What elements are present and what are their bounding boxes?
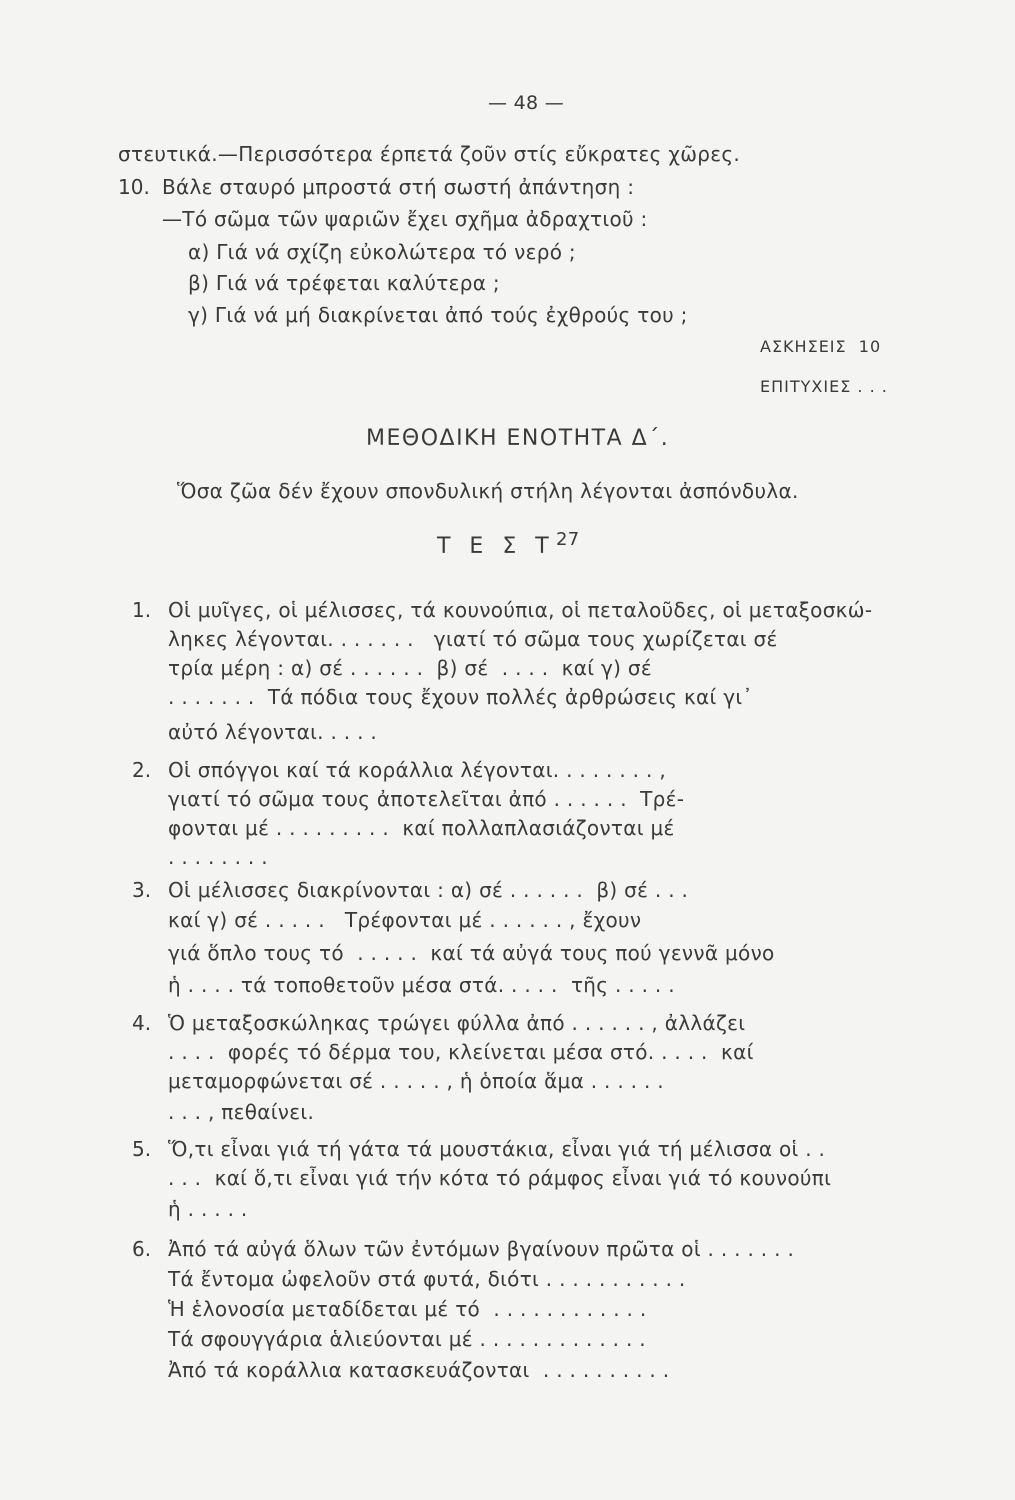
item-5-line-2: . . . καί ὅ,τι εἶναι γιά τήν κότα τό ράμφος εἶναι γιά τό κουνούπι [168,1166,832,1190]
exercises-count: ΑΣΚΗΣΕΙΣ 10 [760,337,882,356]
item-2-line-3: φονται μέ . . . . . . . . . καί πολλαπλασιάζονται μέ [168,816,675,840]
item-6-number: 6. [132,1237,152,1261]
item-3-number: 3. [132,878,152,902]
item-2-line-1: Οἱ σπόγγοι καί τά κοράλλια λέγονται. . . . . . . . , [168,758,666,782]
item-1-line-3: τρία μέρη : α) σέ . . . . . . β) σέ . . . . καί γ) σέ [168,656,652,680]
item-3-line-2: καί γ) σέ . . . . . Τρέφονται μέ . . . . . . , ἔχουν [168,908,642,932]
question-10-text: —Τό σῶμα τῶν ψαριῶν ἔχει σχῆμα ἀδραχτιοῦ : [162,207,648,231]
page-number: — 48 — [488,92,565,114]
item-3-line-3: γιά ὅπλο τους τό . . . . . καί τά αὐγά τους πού γεννᾶ μόνο [168,941,775,965]
item-5-line-1: Ὅ,τι εἶναι γιά τή γάτα τά μουστάκια, εἶναι γιά τή μέλισσα οἱ . . [168,1137,826,1161]
item-6-line-2: Τά ἔντομα ὠφελοῦν στά φυτά, διότι . . . . . . . . . . . [168,1267,686,1291]
item-3-line-4: ἡ . . . . τά τοποθετοῦν μέσα στά. . . . . τῆς . . . . . [168,973,675,997]
item-1-line-5: αὐτό λέγονται. . . . . [168,720,378,744]
question-10-option-a: α) Γιά νά σχίζη εὐκολώτερα τό νερό ; [188,240,576,264]
item-1-line-1: Οἱ μυῖγες, οἱ μέλισσες, τά κουνούπια, οἱ πεταλοῦδες, οἱ μεταξοσκώ- [168,598,873,622]
item-4-line-4: . . . , πεθαίνει. [168,1100,315,1124]
item-4-number: 4. [132,1011,152,1035]
unit-summary: Ὅσα ζῶα δέν ἔχουν σπονδυλική στήλη λέγονται ἀσπόνδυλα. [177,479,799,503]
intro-line: στευτικά.—Περισσότερα έρπετά ζοῦν στίς εὔκρατες χῶρες. [118,142,741,166]
item-2-line-2: γιατί τό σῶμα τους ἀποτελεῖται ἀπό . . . . . . Τρέ- [168,787,685,811]
question-10-prompt: Βάλε σταυρό μπροστά στή σωστή ἀπάντηση : [162,175,635,199]
item-6-line-4: Τά σφουγγάρια ἁλιεύονται μέ . . . . . . . . . . . . . [168,1327,646,1351]
item-1-line-4: . . . . . . . Τά πόδια τους ἔχουν πολλές ἀρθρώσεις καί γι᾽ [168,685,753,709]
unit-title: ΜΕΘΟΔΙΚΗ ΕΝΟΤΗΤΑ Δ΄. [366,426,670,451]
item-6-line-3: Ἡ ἑλονοσία μεταδίδεται μέ τό . . . . . . . . . . . . [168,1297,647,1321]
item-2-line-4: . . . . . . . . [168,845,268,869]
item-5-number: 5. [132,1137,152,1161]
item-6-line-5: Ἀπό τά κοράλλια κατασκευάζονται . . . . . . . . . . [168,1358,670,1382]
item-3-line-1: Οἱ μέλισσες διακρίνονται : α) σέ . . . . . . β) σέ . . . [168,878,689,902]
successes-count: ΕΠΙΤΥΧΙΕΣ . . . [760,377,888,396]
item-4-line-1: Ὁ μεταξοσκώληκας τρώγει φύλλα ἀπό . . . . . . , ἀλλάζει [168,1011,746,1035]
question-10-option-c: γ) Γιά νά μή διακρίνεται ἀπό τούς ἐχθρούς του ; [188,303,688,327]
item-5-line-3: ἡ . . . . . [168,1197,248,1221]
item-6-line-1: Ἀπό τά αὐγά ὅλων τῶν ἐντόμων βγαίνουν πρῶτα οἱ . . . . . . . [168,1237,795,1261]
test-title: Τ Ε Σ Τ [437,534,555,559]
item-1-line-2: ληκες λέγονται. . . . . . . γιατί τό σῶμα τους χωρίζεται σέ [168,627,778,651]
item-4-line-2: . . . . φορές τό δέρμα του, κλείνεται μέσα στό. . . . . καί [168,1040,754,1064]
item-2-number: 2. [132,758,152,782]
question-10-option-b: β) Γιά νά τρέφεται καλύτερα ; [188,271,500,295]
test-number: 27 [556,529,580,550]
item-1-number: 1. [132,598,152,622]
item-4-line-3: μεταμορφώνεται σέ . . . . . , ἡ ὁποία ἅμα . . . . . . [168,1069,664,1093]
question-10-number: 10. [118,175,150,199]
